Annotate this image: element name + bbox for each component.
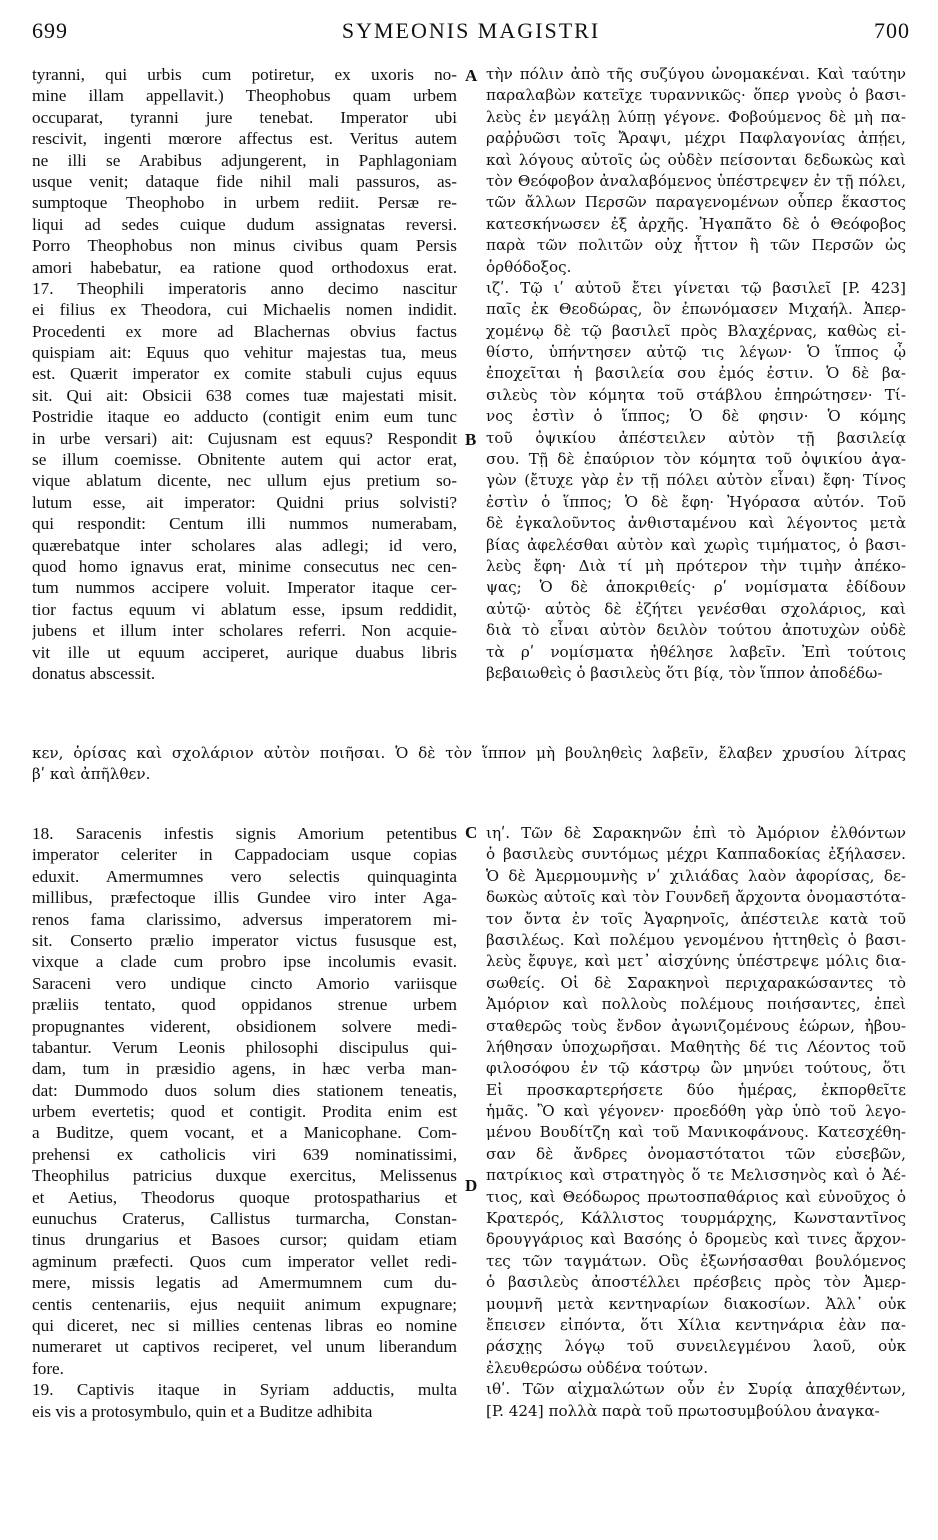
greek-top-line: καὶ λόγους αὐτοῖς ὡς οὐδὲν πείσονται δεδωκὼς καὶ [486, 150, 906, 169]
greek-column-top [486, 64, 906, 684]
greek-top-line: βεβαιωθεὶς ὁ βασιλεὺς ὅτι βίᾳ, τὸν ἵππον ἀποδέδω- [486, 663, 883, 682]
greek-bottom-line: ὁ βασιλεὺς συντόμως μέχρι Καππαδοκίας ἐξήλασεν. [486, 845, 906, 864]
latin-top-line: tior factus equum vi ablatum esse, ipsum reddidit, [32, 599, 457, 619]
greek-bottom-line: ἐλευθερώσω οὐδένα τούτων. [486, 1358, 709, 1377]
greek-bottom-line: πατρίκιος καὶ στρατηγὸς ὅ τε Μελισσηνὸς καὶ ὁ Ἀέ- [486, 1166, 906, 1185]
greek-top-line: ὀρθόδοξος. [486, 257, 572, 276]
latin-top-line: quærebatque inter scholares alas adlegi; id vero, [32, 535, 457, 555]
latin-top-line: qui respondit: Centum illi nummos numerabam, [32, 514, 457, 534]
greek-top-line: τὴν πόλιν ἀπὸ τῆς συζύγου ὠνομακέναι. Καὶ ταύτην [486, 65, 906, 83]
greek-bottom-line: δρουγγάριος καὶ Βασόης ὁ δρομεὺς καὶ τινες ἄρχον- [486, 1230, 906, 1249]
greek-top-line: τῶν ἄλλων Περσῶν παραγενομένων οὗπερ ἕκαστος [486, 193, 906, 212]
latin-top-line: sumptoque Theophobo in urbem rediit. Persæ re- [32, 193, 457, 213]
greek-bottom-line: ράσχῃς λόγῳ τοῦ συνειλεγμένου λαοῦ, οὐκ [486, 1337, 906, 1356]
greek-bottom-line: δωκὼς αὐτοῖς καὶ τὸν Γουνδεῆ ἄρχοντα ὀνομαστότα- [486, 888, 906, 907]
greek-bottom-line: ιθʹ. Τῶν αἰχμαλώτων οὖν ἐν Συρίᾳ ἀπαχθέντων, [486, 1380, 906, 1399]
latin-top-line: liqui ad sedes cuique dudum assignatas reversi. [32, 214, 457, 234]
greek-bottom-line: τον ὄντα ἐν τοῖς Ἀγαρηνοῖς, ἀπέστειλε κατὰ τοῦ [486, 909, 906, 928]
latin-bottom-line: eunuchus Craterus, Callistus turmarcha, Constan- [32, 1209, 457, 1229]
latin-bottom-line: præliis tentato, quod oppidanos strenue urbem [32, 995, 457, 1015]
latin-bottom-line: fore. [32, 1358, 64, 1378]
latin-column-top [32, 64, 457, 684]
latin-top-line: ne illi se Arabibus adjungerent, in Paphlagoniam [32, 150, 457, 170]
latin-bottom-line: urbem evertetis; quod et contigit. Prodita enim est [32, 1102, 457, 1122]
latin-bottom-line: centis centenariis, ejus nequiit animum expugnare; [32, 1294, 457, 1314]
latin-top-line: donatus abscessit. [32, 663, 156, 683]
greek-top-line: διὰ τὸ εἶναι αὐτὸν δειλὸν τούτου ἀποτυχὼν οὐδὲ [486, 621, 906, 640]
latin-bottom-line: Saraceni vero undique cincto Amorio variisque [32, 973, 457, 993]
latin-bottom-line: 19. Captivis itaque in Syriam adductis, multa [32, 1380, 457, 1400]
latin-top-line: Procedenti ex more ad Blachernas obvius factus [32, 321, 457, 341]
latin-top-line: se illum coemisse. Obnitente autem qui actor erat, [32, 450, 457, 470]
greek-bottom-line: ιηʹ. Τῶν δὲ Σαρακηνῶν ἐπὶ τὸ Ἀμόριον ἐλθόντων [486, 824, 906, 842]
greek-top-line: θίστο, ὑπήντησεν αὐτῷ τις λέγων· Ὁ ἵππος ᾧ [486, 343, 906, 362]
latin-top-line: usque venit; dataque fide nihil mali passuros, as- [32, 171, 457, 191]
page-number-left: 699 [32, 18, 68, 43]
latin-top-line: tyranni, qui urbis cum potiretur, ex uxoris no- [32, 65, 457, 84]
latin-bottom-line: et Aetius, Theodorus quoque protospatharius et [32, 1187, 457, 1207]
greek-top-line: τὰ ρʹ νομίσματα ἠθέλησε λαβεῖν. Ἐπὶ τούτοις [486, 642, 906, 661]
latin-top-line: mine illam appellavit.) Theophobus quam urbem [32, 86, 457, 106]
greek-top-line: λεὺς ἔφη· Διὰ τί μὴ πρότερον τὴν τιμὴν ἀπέκο- [486, 557, 906, 575]
latin-bottom-line: agminum præfecti. Quos cum imperator vellet redi- [32, 1251, 457, 1271]
greek-top-line: λεὺς ἐν μεγάλῃ λύπῃ γέγονε. Φοβούμενος δὲ μὴ πα- [486, 107, 906, 126]
greek-bottom-line: Εἰ προσκαρτερήσετε δύο ἡμέρας, ἐκπορθεῖτε [486, 1080, 906, 1099]
greek-top-line: τὸν Θεόφοβον ἀναλαβόμενος ὑπέστρεψεν ἐν τῇ πόλει, [486, 171, 906, 190]
latin-top-line: rescivit, ingenti mœrore affectus est. Veritus autem [32, 129, 457, 149]
latin-top-line: occuparat, tyranni jure tenebat. Imperator ubi [32, 107, 457, 127]
latin-top-line: lutum esse, ait imperator: Quidni prius solvisti? [32, 492, 457, 512]
greek-bottom-line: τιος, καὶ Θεόδωρος πρωτοσπαθάριος καὶ εὐνοῦχος ὁ [486, 1187, 906, 1206]
latin-top-line: est. Quærit imperator ex comite stabuli cujus equus [32, 364, 457, 384]
greek-top-line: παῖς ἐκ Θεοδώρας, ὃν ἐπωνόμασεν Μιχαήλ. Ἀπερ- [486, 300, 906, 319]
running-title: SYMEONIS MAGISTRI [341, 18, 601, 43]
greek-bottom-line: φιλοσόφου ἐν τῷ κάστρῳ ὢν μηνύει τούτους, ὅτι [486, 1059, 906, 1078]
latin-bottom-line: vixque a clade cum probro ipse incolumis evasit. [32, 952, 457, 972]
greek-top-line: χομένῳ δὲ τῷ βασιλεῖ πρὸς Βλαχέρνας, καθὼς εἰ- [486, 321, 906, 340]
margin-letter-d: D [465, 1176, 478, 1195]
greek-bottom-line: τες τῶν ταγμάτων. Οὓς ἐξωνήσασθαι βουλόμενος [486, 1251, 906, 1270]
greek-top-line: γὼν (ἔτυχε γὰρ ἐν τῇ πόλει αὐτὸν εἶναι) ἔφη· Τίνος [486, 471, 906, 490]
latin-bottom-line: prehensi ex catholicis viri 639 nominatissimi, [32, 1144, 457, 1164]
greek-bottom-line: Ὁ δὲ Ἀμερμουμνὴς νʹ χιλιάδας λαὸν ἀφορίσας, δε- [486, 866, 906, 885]
greek-bottom-line: Ἀμόριον καὶ πολλοὺς πολέμους ποιήσαντες, ἐπεὶ [486, 995, 906, 1014]
greek-top-line: ἐποχεῖται ἡ βασιλεία σου ἐμός ἐστιν. Ὁ δὲ βα- [486, 364, 906, 383]
latin-bottom-line: renos fama clarissimo, adversus imperatorem mi- [32, 909, 457, 929]
greek-top-line: ραῤῥυῶσι τοῖς Ἄραψι, μέχρι Παφλαγονίας ἀπῄει, [486, 129, 906, 148]
margin-letter-b: B [465, 430, 477, 449]
latin-bottom-line: tabantur. Verum Leonis philosophi discipulus qui- [32, 1037, 457, 1057]
greek-bottom-line: σωθείς. Οἱ δὲ Σαρακηνοὶ περιχαρακώσαντες τὸ [486, 973, 906, 992]
greek-full-width-lines [32, 743, 906, 786]
latin-bottom-line: millibus, præfectoque illis Gundee viro inter Aga- [32, 888, 457, 908]
latin-bottom-line: numeraret ut captivos reciperet, vel unum liberandum [32, 1337, 457, 1357]
greek-bottom-line: ἔπεισεν εἰπόντα, ὅτι Χίλια κεντηνάρια ἐὰν πα- [486, 1315, 906, 1334]
greek-bottom-line: ὁ βασιλεὺς ἀποστέλλει πρέσβεις πρὸς τὸν Ἀμερ- [486, 1273, 906, 1292]
greek-bottom-line: Κρατερός, Κάλλιστος τουρμάρχης, Κωνσταντῖνος [486, 1209, 906, 1228]
greek-bottom-line: σταθερῶς τοὺς ἔνδον ἀγωνιζομένους ἑώρων, ἠβου- [486, 1016, 906, 1035]
greek-top-line: σου. Τῇ δὲ ἐπαύριον τὸν κόμητα τοῦ ὀψικίου ἀγα- [486, 450, 906, 469]
greek-top-line: παραλαβὼν κατεῖχε τυραννικῶς· ὅπερ γνοὺς ὁ βασι- [486, 86, 906, 105]
margin-letter-a: A [465, 66, 478, 85]
greek-top-line: σιλεὺς τὸν κόμητα τοῦ στάβλου ἐπηρώτησεν· Τί- [486, 385, 906, 404]
greek-top-line: βίας ἀφελέσθαι αὐτὸν καὶ χωρὶς τιμήματος, ὁ βασι- [486, 535, 906, 554]
latin-bottom-line: mere, missis legatis ad Amermumnem cum du- [32, 1273, 457, 1293]
greek-bottom-line: μουμνῆ μετὰ κεντηναρίων διακοσίων. Ἀλλ᾽ οὐκ [486, 1294, 906, 1313]
greek-bottom-line: μένου Βουδίτζη καὶ τοῦ Μανικοφάνους. Κατεσχέθη- [486, 1123, 906, 1142]
greek-bottom-line: λεὺς ἔφυγε, καὶ μετ᾽ αἰσχύνης ὑπέστρεψε μόλις δια- [486, 952, 906, 971]
greek-top-line: παρὰ τῶν πολιτῶν οὐχ ἧττον ἢ τῶν Περσῶν ὡς [486, 236, 906, 255]
greek-top-line: τοῦ ὀψικίου ἀπέστειλεν αὐτὸν τῇ βασιλείᾳ [486, 428, 906, 447]
greek-top-line: δὲ ἐγκαλοῦντος ἀνθισταμένου καὶ λέγοντος μετὰ [486, 514, 906, 533]
page-number-right: 700 [874, 18, 910, 43]
greek-top-line: ιζʹ. Τῷ ιʹ αὐτοῦ ἔτει γίνεται τῷ βασιλεῖ [P. 423] [486, 278, 906, 297]
latin-top-line: in urbe versari) ait: Cujusnam est equus? Respondit [32, 428, 457, 448]
latin-bottom-line: eis vis a protosymbulo, quin et a Buditze adhibita [32, 1401, 373, 1421]
latin-bottom-line: tinus drungarius et Basoes cursor; quidam etiam [32, 1230, 457, 1250]
latin-top-line: quod homo ignavus erat, minime consecutus nec cen- [32, 556, 457, 576]
latin-top-line: ei filius ex Theodora, cui Michaelis nomen indidit. [32, 300, 457, 320]
latin-top-line: vit ille ut equum acciperet, aurique duabus libris [32, 642, 457, 662]
latin-bottom-line: dat: Dummodo duos solum dies stationem teneatis, [32, 1080, 457, 1100]
greek-top-line: ψας; Ὁ δὲ ἀποκριθείς· ρʹ νομίσματα ἐδίδουν [486, 578, 906, 597]
latin-top-line: quispiam ait: Equus quo vehitur majestas tua, meus [32, 343, 457, 363]
greek-full-line: βʹ καὶ ἀπῆλθεν. [32, 765, 151, 784]
latin-top-line: Porro Theophobus non minus civibus quam Persis [32, 236, 457, 256]
latin-bottom-line: sit. Conserto prælio imperator victus fususque est, [32, 930, 457, 950]
greek-column-bottom [486, 823, 906, 1422]
greek-top-line: νος ἐστὶν ὁ ἵππος; Ὁ δὲ φησιν· Ὁ κόμης [486, 407, 906, 426]
greek-bottom-line: ἡμᾶς. Ὃ καὶ γέγονεν· προεδόθη γὰρ ὑπὸ τοῦ λεγο- [486, 1102, 906, 1121]
latin-top-line: sit. Qui ait: Obsicii 638 comes tuæ majestati misit. [32, 385, 457, 405]
greek-bottom-line: [P. 424] πολλὰ παρὰ τοῦ πρωτοσυμβούλου ἀναγκα- [486, 1401, 880, 1420]
latin-top-line: amori habebatur, ea ratione quod orthodoxus erat. [32, 257, 457, 277]
greek-top-line: κατεσκήνωσεν ἐξ ἀρχῆς. Ἠγαπᾶτο δὲ ὁ Θεόφοβος [486, 214, 906, 233]
greek-full-line: κεν, ὁρίσας καὶ σχολάριον αὐτὸν ποιῆσαι. Ὁ δὲ τὸν ἵππον μὴ βουληθεὶς λαβεῖν, ἔλαβεν χρυσίου λίτρας [32, 744, 906, 762]
latin-bottom-line: propugnantes viderent, obsidionem solvere medi- [32, 1016, 457, 1036]
latin-bottom-line: a Buditze, quem vocant, et a Manicophane. Com- [32, 1123, 457, 1143]
greek-bottom-line: λήθησαν ὑποχωρῆσαι. Μαθητὴς δέ τις Λέοντος τοῦ [486, 1037, 906, 1056]
latin-bottom-line: 18. Saracenis infestis signis Amorium petentibus [32, 824, 457, 843]
margin-letter-c: C [465, 823, 478, 842]
latin-top-line: 17. Theophili imperatoris anno decimo nascitur [32, 278, 457, 298]
greek-bottom-line: βασιλέως. Καὶ πολέμου γενομένου ἡττηθεὶς ὁ βασι- [486, 930, 906, 949]
latin-bottom-line: Theophilus patricius duxque exercitus, Melissenus [32, 1166, 457, 1186]
latin-bottom-line: imperator celeriter in Cappadociam usque copias [32, 845, 457, 865]
latin-bottom-line: dam, tum in præsidio agens, in hæc verba man- [32, 1059, 457, 1079]
latin-bottom-line: eduxit. Amermumnes vero selectis quinquaginta [32, 866, 457, 886]
latin-top-line: Postridie itaque eo adducto (contigit enim eum tunc [32, 407, 457, 427]
latin-column-bottom [32, 823, 457, 1422]
latin-top-line: jubens et illum inter scholares referri. Non acquie- [32, 621, 457, 641]
page-header [32, 18, 910, 48]
latin-top-line: tum nummos accipere voluit. Imperator itaque cer- [32, 578, 457, 598]
greek-top-line: ἐστὶν ὁ ἵππος; Ὁ δὲ ἔφη· Ἠγόρασα αὐτόν. Τοῦ [486, 492, 906, 511]
latin-bottom-line: qui diceret, nec si millies centenas libras eo nomine [32, 1315, 457, 1335]
latin-top-line: vique ablatum dicente, nec ullum ejus pretium so- [32, 471, 457, 491]
greek-bottom-line: σαν δὲ ἄνδρες ὀνομαστότατοι τῶν εὐσεβῶν, [486, 1144, 906, 1163]
greek-top-line: αὐτῷ· αὐτὸς δὲ ἐζήτει γενέσθαι σχολάριος, καὶ [486, 599, 906, 618]
